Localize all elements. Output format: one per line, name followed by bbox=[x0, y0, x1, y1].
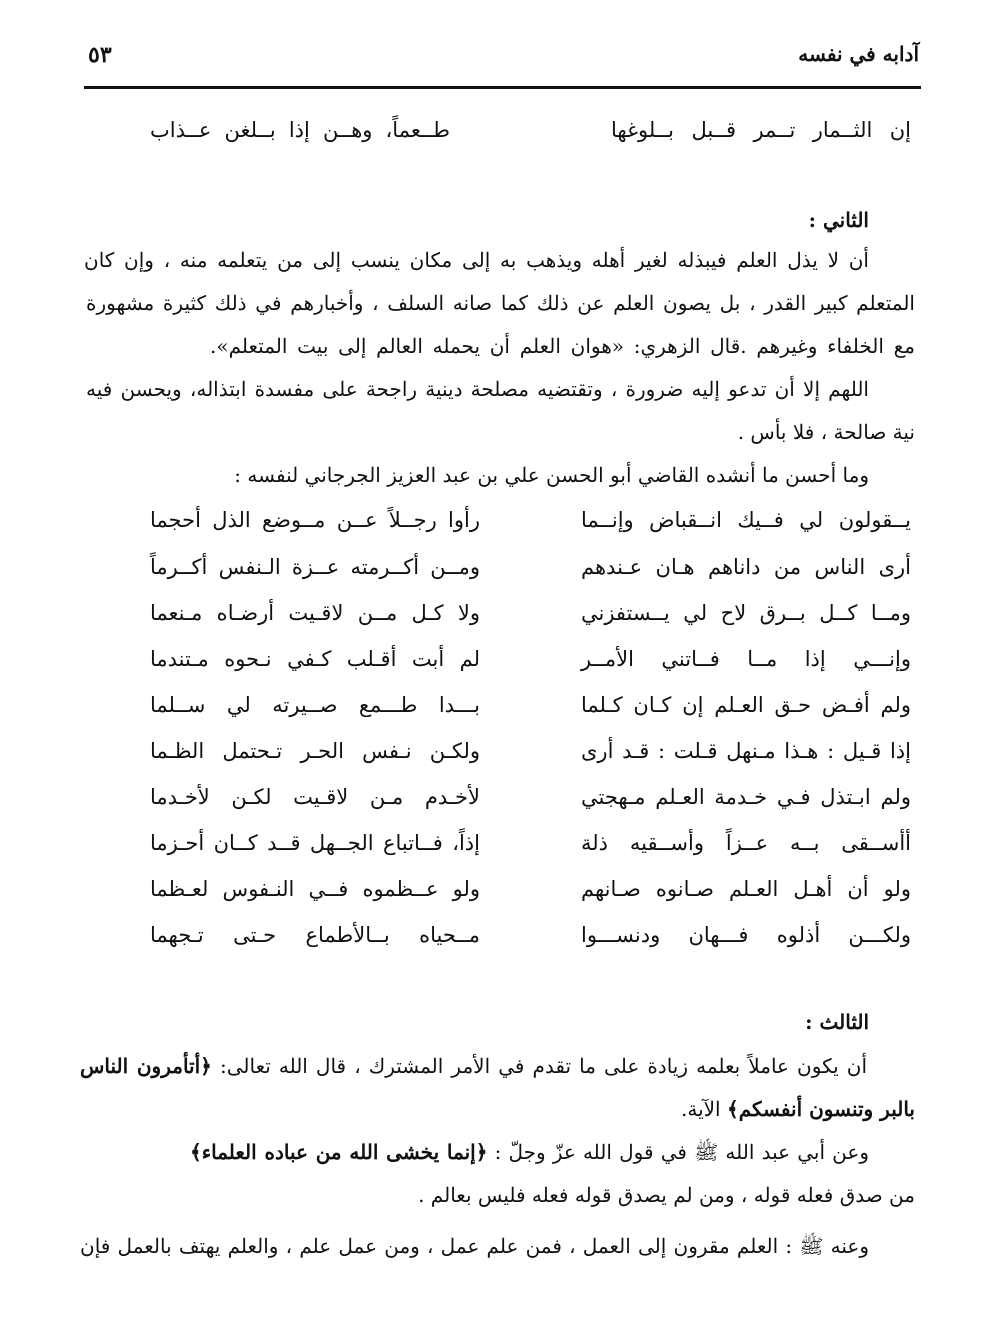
paragraph-line: وما أحسن ما أنشده القاضي أبو الحسن علي بن عبد العزيز الجرجاني لنفسه : bbox=[234, 463, 869, 487]
verse-hemistich-right: ومــا كــل بــرق لاح لي يــستفزني bbox=[581, 601, 911, 625]
verse-hemistich-right: ولم ابـتذل فـي خـدمة العـلم مـهجتي bbox=[581, 785, 911, 809]
poem-verse bbox=[90, 785, 911, 825]
verse-hemistich-left: ولا كـل مــن لاقـيت أرضـاه مـنعما bbox=[150, 601, 480, 625]
paragraph-line bbox=[500, 1089, 915, 1129]
verse-hemistich-right: ولم أفـض حـق العـلم إن كـان كـلما bbox=[581, 693, 911, 717]
paragraph-line: اللهم إلا أن تدعو إليه ضرورة ، وتقتضيه مصلحة دينية راجحة على مفسدة ابتذاله، ويحسن فيه bbox=[86, 377, 869, 401]
running-title: آدابه في نفسه bbox=[798, 42, 919, 66]
verse-hemistich-left: مــحياه بــالأطماع حـتى تـجهما bbox=[150, 923, 480, 947]
paragraph-line: نية صالحة ، فلا بأس . bbox=[737, 420, 915, 444]
poem-verse bbox=[90, 555, 911, 595]
verse-hemistich-left: ولكـن نـفس الحـر تـحتمل الظـما bbox=[150, 739, 480, 763]
verse-hemistich-right: ولكـــن أذلوه فـــهان ودنســـوا bbox=[581, 923, 911, 947]
poem-verse bbox=[90, 601, 911, 641]
poem-verse bbox=[90, 831, 911, 871]
paragraph-line: وعنه ﷺ : العلم مقرون إلى العمل ، فمن علم عمل ، ومن عمل علم ، والعلم يهتف بالعمل فإن bbox=[80, 1234, 869, 1258]
poem-verse bbox=[90, 647, 911, 687]
paragraph-line bbox=[190, 1132, 869, 1172]
verse-hemistich-left: ومــن أكــرمته عــزة الـنفس أكــرماً bbox=[150, 555, 480, 579]
verse-hemistich-left: لم أبت أقـلب كـفي نـحوه مـتندما bbox=[150, 647, 480, 671]
verse-hemistich-left: رأوا رجــلاً عــن مــوضع الذل أحجما bbox=[150, 508, 480, 532]
verse-hemistich-left: لأخـدم مـن لاقـيت لكـن لأخـدما bbox=[150, 785, 480, 809]
section-heading-third: الثالث : bbox=[805, 1010, 869, 1034]
verse-hemistich-right: إن الثــمار تــمر قــبل بــلوغها bbox=[611, 118, 911, 142]
opening-verse bbox=[90, 118, 911, 158]
verse-hemistich-left: إذاً، فــاتباع الجــهل قــد كــان أحـزما bbox=[150, 831, 480, 855]
verse-hemistich-right: أأســقى بــه عــزاً وأســقيه ذلة bbox=[581, 831, 911, 855]
verse-hemistich-left: بـــدا طـــمع صــيرته لي ســلما bbox=[150, 693, 480, 717]
poem-verse bbox=[90, 739, 911, 779]
page-header bbox=[86, 40, 919, 80]
paragraph-line: من صدق فعله قوله ، ومن لم يصدق قوله فعله فليس بعالم . bbox=[418, 1183, 915, 1207]
poem-verse bbox=[90, 693, 911, 733]
verse-hemistich-right: وإنـــي إذا مــا فــاتني الأمــر bbox=[581, 647, 911, 671]
header-rule bbox=[84, 86, 921, 89]
quran-quote: بالبر وتنسون أنفسكم﴾ bbox=[726, 1097, 915, 1121]
quran-quote: ﴿إنما يخشى الله من عباده العلماء﴾ bbox=[190, 1140, 488, 1164]
paragraph-line bbox=[80, 1046, 867, 1086]
text-run: الآية. bbox=[681, 1097, 727, 1121]
verse-hemistich-left: ولو عــظموه فــي النـفوس لعـظما bbox=[150, 877, 480, 901]
text-run: وعن أبي عبد الله ﷺ في قول الله عزّ وجلّ : bbox=[487, 1140, 869, 1164]
poem-verse bbox=[90, 508, 911, 548]
paragraph-line: المتعلم كبير القدر ، بل يصون العلم عن ذلك كما صانه السلف ، وأخبارهم في ذلك كثيرة مشهورة bbox=[86, 291, 915, 315]
verse-hemistich-right: أرى الناس من داناهم هـان عـندهم bbox=[581, 555, 911, 579]
text-run: أن يكون عاملاً بعلمه زيادة على ما تقدم في الأمر المشترك ، قال الله تعالى: bbox=[211, 1054, 867, 1078]
paragraph-line: مع الخلفاء وغيرهم .قال الزهري: «هوان العلم أن يحمله العالم إلى بيت المتعلم». bbox=[210, 334, 915, 358]
quran-quote: ﴿أتأمرون الناس bbox=[80, 1054, 212, 1078]
poem-verse bbox=[90, 923, 911, 963]
verse-hemistich-right: إذا قـيل : هـذا مـنهل قـلت : قـد أرى bbox=[581, 739, 911, 763]
verse-hemistich-right: يــقولون لي فــيك انــقباض وإنــما bbox=[581, 508, 911, 532]
section-heading-second: الثاني : bbox=[808, 208, 869, 232]
page-number: ٥٣ bbox=[88, 42, 112, 68]
poem-verse bbox=[90, 877, 911, 917]
verse-hemistich-right: ولو أن أهـل العـلم صـانوه صـانهم bbox=[581, 877, 911, 901]
paragraph-line: أن لا يذل العلم فيبذله لغير أهله ويذهب به إلى مكان ينسب إلى من يتعلمه منه ، وإن كان bbox=[84, 248, 869, 272]
verse-hemistich-left: طــعماً، وهــن إذا بــلغن عــذاب bbox=[150, 118, 450, 142]
